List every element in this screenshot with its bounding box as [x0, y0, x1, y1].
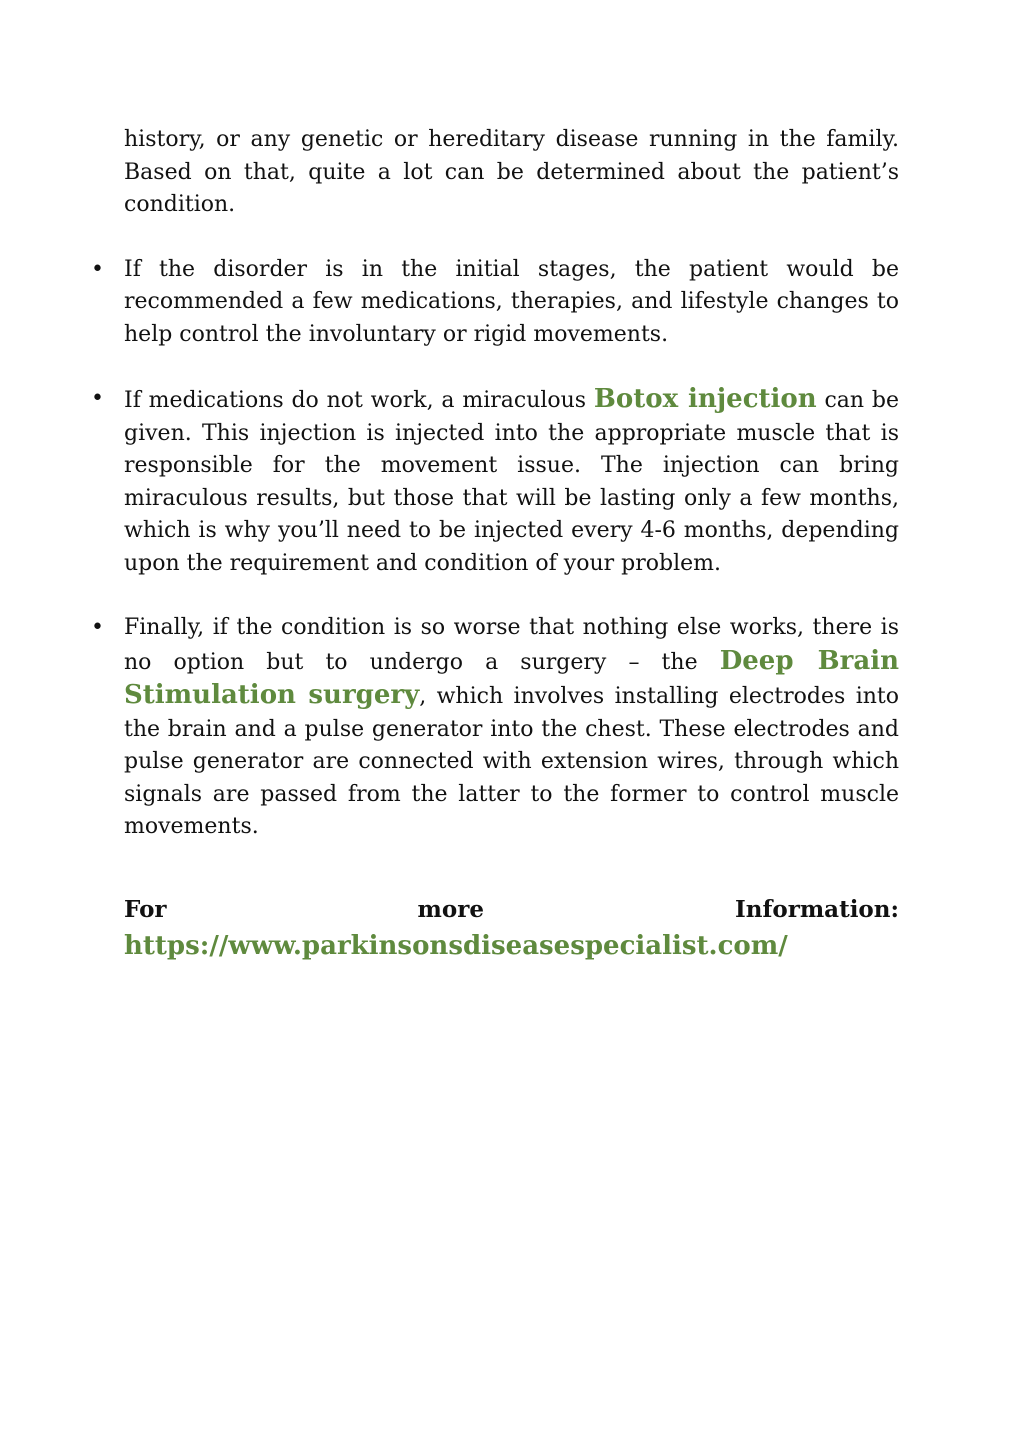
website-link[interactable]: https://www.parkinsonsdiseasespecialist.com/: [124, 930, 788, 961]
bullet-text-after: , which involves installing electrodes into the brain and a pulse generator into the chest. These electrodes and pulse generator are connected with extension wires, through which signals are passed from the latter to the former to control muscle movements.: [124, 684, 899, 839]
more-information-label: [124, 892, 899, 928]
deep-brain-stimulation-link[interactable]: Deep Brain Stimulation surgery: [124, 645, 899, 710]
more-word-more: more: [417, 895, 484, 923]
more-information-block: [124, 892, 899, 964]
list-item: [91, 254, 899, 352]
bullet-text: [124, 383, 899, 580]
bullet-marker: •: [91, 386, 104, 411]
document-page: [91, 124, 899, 964]
intro-paragraph: history, or any genetic or hereditary disease running in the family. Based on that, quite a lot can be determined about the patient’s condition.: [124, 127, 899, 217]
bullet-marker: •: [91, 615, 104, 640]
bullet-text-before: Finally, if the condition is so worse that nothing else works, there is no option but to undergo a surgery – the: [124, 615, 899, 675]
botox-injection-link[interactable]: Botox injection: [593, 384, 817, 414]
list-item: [91, 383, 899, 580]
bullet-text-after: can be given. This injection is injected into the appropriate muscle that is responsible for the movement issue. The injection can bring miraculous results, but those that will be lasting only a few months, which is why you’ll need to be injected every 4-6 months, depending upon the requirement and condition of your problem.: [124, 388, 899, 576]
bullet-text: [124, 612, 899, 844]
more-word-information: Information:: [735, 895, 899, 923]
bullet-text: If the disorder is in the initial stages, the patient would be recommended a few medications, therapies, and lifestyle changes to help control the involuntary or rigid movements.: [124, 256, 899, 347]
bullet-text-before: If medications do not work, a miraculous: [124, 388, 594, 413]
list-item: [91, 612, 899, 844]
more-word-for: For: [124, 895, 167, 923]
bullet-marker: •: [91, 256, 104, 282]
